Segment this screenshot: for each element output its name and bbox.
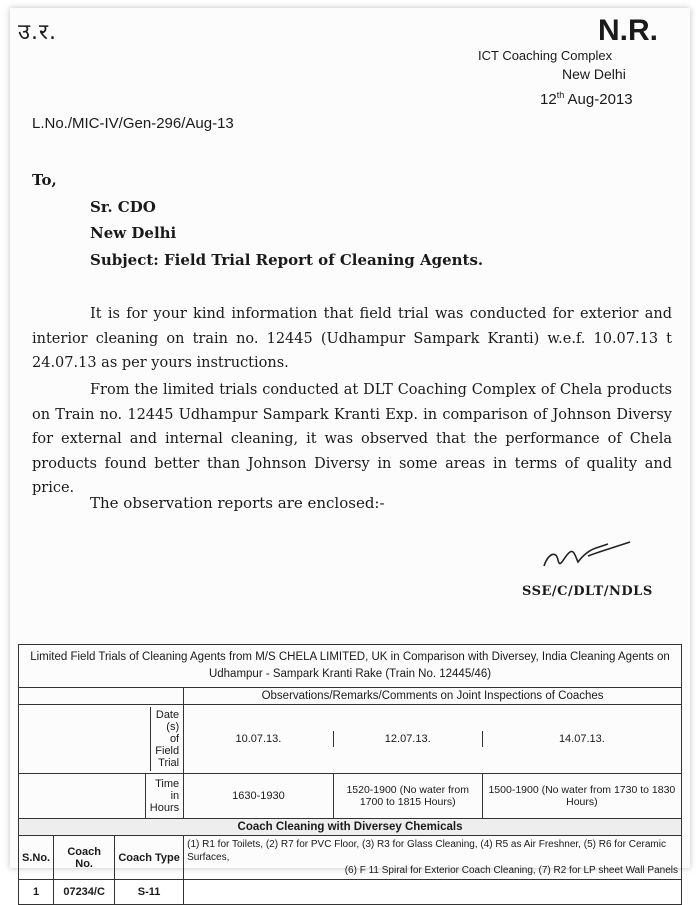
- field-trial-table: [18, 644, 682, 905]
- office-city: New Delhi: [562, 66, 626, 82]
- row-1-sno: 1: [19, 880, 54, 905]
- times-cell: [184, 774, 682, 819]
- letter-date: [540, 90, 633, 108]
- time-row-label-cell: [19, 774, 184, 819]
- date-label-grid: [19, 707, 183, 771]
- time-label: Time in Hours: [145, 774, 183, 818]
- times-grid: [184, 774, 681, 818]
- date-month-year: Aug-2013: [564, 91, 633, 108]
- hindi-office-code: उ.र.: [18, 20, 58, 45]
- dates-cell: [184, 705, 682, 774]
- to-label: To,: [32, 171, 57, 189]
- spacer: [19, 774, 145, 818]
- enclosure-note: The observation reports are enclosed:-: [90, 494, 385, 512]
- subject-line: [90, 251, 483, 269]
- dates-grid: [184, 731, 681, 747]
- date-label: Date (s) of Field Trial: [151, 707, 183, 771]
- date-row-label-cell: [19, 705, 184, 774]
- time-3: 1500-1900 (No water from 1730 to 1830 Hours): [482, 774, 681, 818]
- recipient-city: New Delhi: [90, 224, 177, 242]
- subject-label: Subject:: [90, 251, 159, 269]
- observations-heading: Observations/Remarks/Comments on Joint Inspections of Coaches: [184, 688, 682, 705]
- paragraph-trial-info: It is for your kind information that field trial was conducted for exterior and interior cleaning on train no. 12445 (Udhampur Sampark Kranti) w.e.f. 10.07.13 t 24.07.13 as per yours instructions.: [32, 306, 672, 371]
- col-sno: S.No.: [19, 836, 54, 880]
- signatory-designation: SSE/C/DLT/NDLS: [522, 584, 653, 599]
- office-name: ICT Coaching Complex: [478, 48, 613, 63]
- date-3: 14.07.13.: [482, 731, 681, 747]
- row-1-coach-type: S-11: [115, 880, 184, 905]
- time-label-grid: [19, 774, 183, 818]
- reference-number: L.No./MIC-IV/Gen-296/Aug-13: [32, 115, 234, 132]
- col-coach-type: Coach Type: [115, 836, 184, 880]
- spacer: [19, 707, 151, 771]
- row-1-coach-no: 07234/C: [54, 880, 115, 905]
- table-title: Limited Field Trials of Cleaning Agents from M/S CHELA LIMITED, UK in Comparison with Diversey, India Cleaning Agents on Udhampur - Sampark Kranti Rake (Train No. 12445/46): [19, 645, 682, 688]
- chemicals-line-2: (6) F 11 Spiral for Exterior Coach Cleaning, (7) R2 for LP sheet Wall Panels: [344, 865, 678, 876]
- row-1-observations: [184, 880, 682, 905]
- time-1: 1630-1930: [232, 790, 285, 802]
- railway-code: N.R.: [598, 14, 658, 47]
- date-2: 12.07.13.: [333, 731, 482, 747]
- letter-page: [10, 8, 690, 898]
- date-day: 12: [540, 91, 557, 108]
- section-heading: Coach Cleaning with Diversey Chemicals: [19, 819, 682, 836]
- table-blank-cell: [19, 688, 184, 705]
- chemicals-list: [184, 836, 682, 880]
- chemicals-line-1: (1) R1 for Toilets, (2) R7 for PVC Floor, (3) R3 for Glass Cleaning, (4) R5 as Air Freshner, (5) R6 for Ceramic Surfaces,: [187, 839, 666, 863]
- paragraph-findings: From the limited trials conducted at DLT Coaching Complex of Chela products on Train no. 12445 Udhampur Sampark Kranti Exp. in comparison of Johnson Diversy for external and internal cleaning, it was observed that the performance of Chela products found better than Johnson Diversy in some areas in terms of quality and price.: [32, 382, 672, 496]
- subject-text: Field Trial Report of Cleaning Agents.: [158, 251, 484, 269]
- time-2: 1520-1900 (No water from 1700 to 1815 Hours): [333, 774, 482, 818]
- date-suffix: th: [556, 90, 565, 100]
- date-1: 10.07.13.: [235, 733, 282, 745]
- col-coach-no: Coach No.: [54, 836, 115, 880]
- signature-scrawl: [538, 536, 638, 580]
- recipient-title: Sr. CDO: [90, 198, 156, 216]
